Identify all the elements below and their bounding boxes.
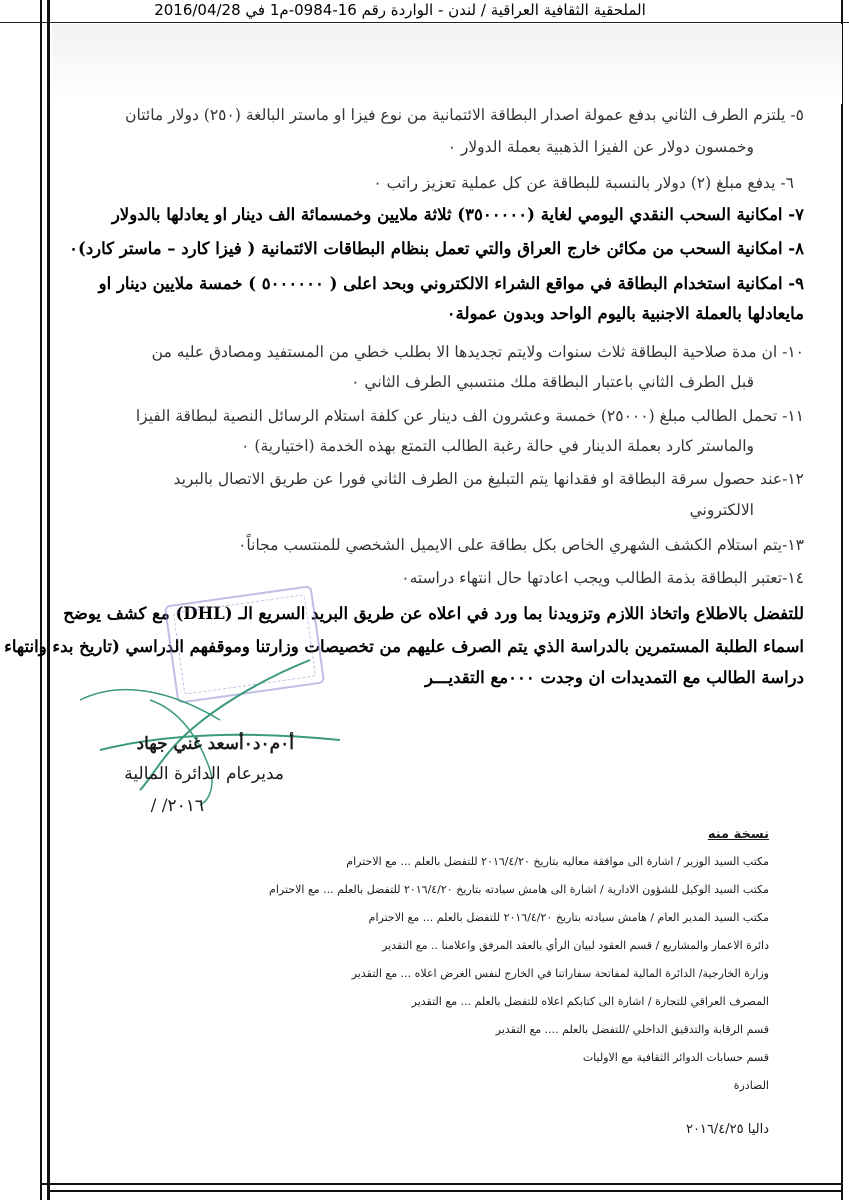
clause-12-line-2: الالكتروني (689, 501, 754, 519)
fax-header-bar (0, 0, 849, 23)
copy-item: الصادرة (733, 1079, 769, 1092)
clause-6: ٦- يدفع مبلغ (٢) دولار بالنسبة للبطاقة عن كل عملية تعزيز راتب ٠ (373, 174, 794, 192)
closing-line-1: للتفضل بالاطلاع واتخاذ اللازم وتزويدنا بما ورد في اعلاه عن طريق البريد السريع الـ (DHL) مع كشف يوضح (63, 604, 804, 623)
page-frame-right (841, 0, 843, 1200)
copy-item: وزارة الخارجية/ الدائرة المالية لمفاتحة سفاراتنا في الخارج لنفس الغرض اعلاه ... مع التقدير (351, 967, 769, 980)
copy-item: دائرة الاعمار والمشاريع / قسم العقود لبيان الرأي بالعقد المرفق واعلامنا .. مع التقدير (382, 939, 769, 952)
closing-line-3: دراسة الطالب مع التمديدات ان وجدت ٠٠٠مع التقديـــر (424, 668, 804, 687)
scan-shading (52, 24, 842, 104)
clause-12-line-1: ١٢-عند حصول سرقة البطاقة او فقدانها يتم التبليغ من الطرف الثاني فورا عن طريق الاتصال بالبريد (173, 470, 804, 488)
footer-date: داليا ٢٠١٦/٤/٢٥ (685, 1122, 769, 1137)
clause-11-line-1: ١١- تحمل الطالب مبلغ (٢٥٠٠٠) خمسة وعشرون الف دينار عن كلفة استلام الرسائل النصية لبطاقة الفيزا (135, 407, 804, 425)
clause-5-line-2: وخمسون دولار عن الفيزا الذهبية بعملة الدولار ٠ (447, 138, 754, 156)
copy-item: مكتب السيد الوزير / اشارة الى موافقة معاليه بتاريخ ٢٠١٦/٤/٢٠ للتفضل بالعلم ... مع الاحترام (346, 855, 769, 868)
signatory-name: أ٠م٠د٠أسعد غني جهاد (136, 734, 294, 754)
closing-line-2: اسماء الطلبة المستمرين بالدراسة الذي يتم الصرف عليهم من تخصيصات وزارتنا وموقفهم الدراسي (تاريخ بدء وانتهاء (4, 637, 804, 656)
copy-item: قسم الرقابة والتدقيق الداخلي /للتفضل بالعلم .... مع التقدير (495, 1023, 769, 1036)
clause-13: ١٣-يتم استلام الكشف الشهري الخاص بكل بطاقة على الايميل الشخصي للمنتسب مجاناً٠ (238, 536, 804, 554)
clause-5-line-1: ٥- يلتزم الطرف الثاني بدفع عمولة اصدار البطاقة الائتمانية من نوع فيزا او ماستر البالغة (٢٥٠) دولار مائتان (125, 106, 804, 124)
clause-9-line-1: ٩- امكانية استخدام البطاقة في مواقع الشراء الالكتروني وبحد اعلى ( ٥٠٠٠٠٠٠ ) خمسة ملايين دينار او (98, 274, 804, 293)
page-frame-bottom-inner (47, 1190, 843, 1192)
copy-item: مكتب السيد المدير العام / هامش سيادته بتاريخ ٢٠١٦/٤/٢٠ للتفضل بالعلم ... مع الاحترام (368, 911, 769, 924)
page-frame-left-inner (47, 0, 50, 1200)
clause-11-line-2: والماستر كارد بعملة الدينار في حالة رغبة الطالب التمتع بهذه الخدمة (اختيارية) ٠ (241, 437, 754, 455)
clause-10-line-1: ١٠- ان مدة صلاحية البطاقة ثلاث سنوات ولايتم تجديدها الا بطلب خطي من المستفيد ومصادق عليه من (151, 343, 804, 361)
signature-date: ٢٠١٦/ / (150, 796, 204, 816)
clause-10-line-2: قبل الطرف الثاني باعتبار البطاقة ملك منتسبي الطرف الثاني ٠ (351, 373, 754, 391)
signatory-title: مديرعام الدائرة المالية (124, 764, 284, 784)
page-frame-left-outer (40, 0, 42, 1200)
clause-9-line-2: مايعادلها بالعملة الاجنبية باليوم الواحد وبدون عمولة٠ (446, 304, 804, 323)
copies-title: نسخة منه (707, 827, 769, 842)
fax-header-text: الملحقية الثقافية العراقية / لندن - الواردة رقم 16-0984-م1 في 2016/04/28 (154, 1, 646, 19)
page-frame-bottom-outer (40, 1183, 843, 1185)
clause-14: ١٤-تعتبر البطاقة بذمة الطالب ويجب اعادتها حال انتهاء دراسته٠ (401, 569, 804, 587)
copy-item: مكتب السيد الوكيل للشؤون الادارية / اشارة الى هامش سيادته بتاريخ ٢٠١٦/٤/٢٠ للتفضل بالعلم ... مع الاحترام (269, 883, 769, 896)
clause-7: ٧- امكانية السحب النقدي اليومي لغاية (٣٥٠٠٠٠٠) ثلاثة ملايين وخمسمائة الف دينار او يعادلها بالدولار (111, 205, 804, 224)
copy-item: المصرف العراقي للتجارة / اشارة الى كتابكم اعلاه للتفضل بالعلم ... مع التقدير (411, 995, 769, 1008)
copy-item: قسم حسابات الدوائر الثقافية مع الاوليات (582, 1051, 769, 1064)
clause-8: ٨- امكانية السحب من مكائن خارج العراق والتي تعمل بنظام البطاقات الائتمانية ( فيزا كارد – ماستر كارد)٠ (69, 239, 804, 258)
